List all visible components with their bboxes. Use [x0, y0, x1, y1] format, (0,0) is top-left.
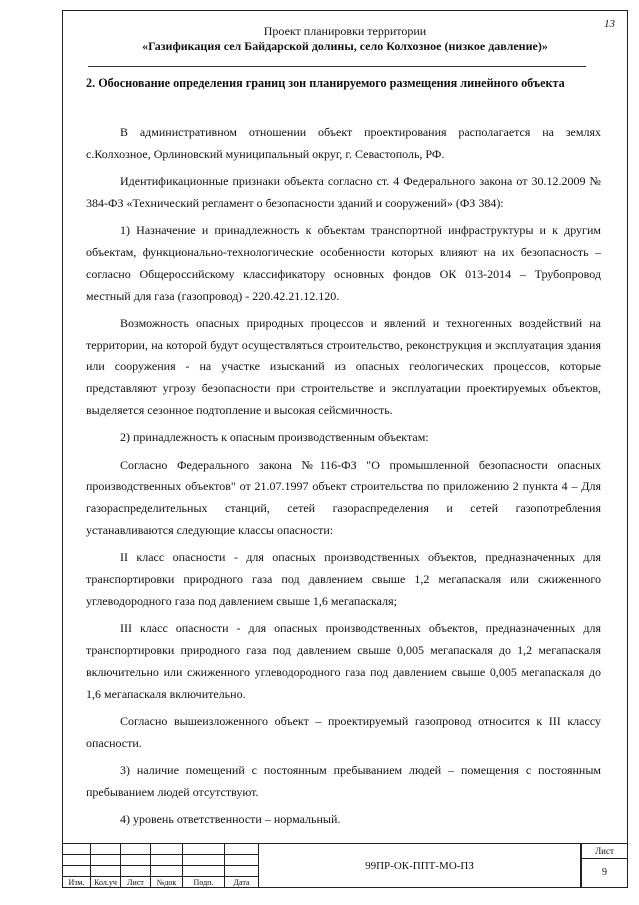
paragraph: 3) наличие помещений с постоянным пребыванием людей – помещения с постоянным пребыванием людей отсутствуют. — [86, 763, 601, 799]
paragraph: В административном отношении объект проектирования располагается на землях с.Колхозное, Орлиновский муниципальный округ, г. Севастополь, РФ. — [86, 125, 601, 161]
stamp-col-date: Дата — [225, 877, 259, 888]
paragraph: II класс опасности - для опасных производственных объектов, предназначенных для транспортировки природного газа под давлением свыше 1,2 мегапаскаля или сжиженного углеводородного газа под давлением свыше 1,6 мегапаскаля; — [86, 550, 601, 608]
sheet-label: Лист — [582, 844, 627, 859]
stamp-col-sheet: Лист — [121, 877, 151, 888]
paragraph: Возможность опасных природных процессов и явлений и техногенных воздействий на территории, на которой будут осуществляться строительство, реконструкция и эксплуатация здания или сооружения - на участке изысканий из опасных геологических процессов, которые представляют угрозу безопасности при строительстве и эксплуатации проектируемых объектов, выделяется сезонное подтопление и высокая сейсмичность. — [86, 315, 601, 418]
header-project-title: Проект планировки территории — [263, 24, 427, 38]
section-title: 2. Обоснование определения границ зон планируемого размещения линейного объекта — [86, 76, 565, 90]
paragraph: 4) уровень ответственности – нормальный. — [120, 812, 341, 827]
paragraph: III класс опасности - для опасных производственных объектов, предназначенных для транспортировки природного газа под давлением свыше 0,005 мегапаскаля до 1,2 мегапаскаля включительно или сжиженного углеводородного газа под давлением свыше 0,005 мегапаскаля до 1,6 мегапаскаля включительно. — [86, 621, 601, 701]
corner-page-number: 13 — [604, 18, 615, 30]
header-divider — [88, 66, 586, 67]
revision-table — [62, 843, 259, 888]
sheet-number: 9 — [602, 867, 607, 878]
stamp-col-count: Кол.уч — [91, 877, 121, 888]
paragraph: Согласно Федерального закона №116-ФЗ "О промышленной безопасности опасных производственных объектов" от 21.07.1997 объект строительства по приложению 2 пункта 4 – Для газораспределительных станций, сетей газораспределения и сетей газопотребления устанавливаются следующие классы опасности: — [86, 457, 601, 538]
document-header — [70, 24, 620, 54]
paragraph: Идентификационные признаки объекта согласно ст. 4 Федерального закона от 30.12.2009 № 384-ФЗ «Технический регламент о безопасности зданий и сооружений» (ФЗ 384): — [86, 174, 601, 210]
paragraph: 2) принадлежность к опасным производственным объектам: — [120, 430, 429, 445]
paragraph: Согласно вышеизложенного объект – проектируемый газопровод относится к III классу опасности. — [86, 713, 601, 750]
header-project-name: «Газификация сел Байдарской долины, село Колхозное (низкое давление)» — [142, 39, 548, 53]
stamp-col-change: Изм. — [63, 877, 91, 888]
document-code: 99ПР-ОК-ППТ-МО-ПЗ — [258, 843, 581, 888]
document-body — [86, 122, 601, 836]
stamp-col-signature: Подп. — [183, 877, 225, 888]
stamp-col-docno: №док — [151, 877, 183, 888]
paragraph: 1) Назначение и принадлежность к объектам транспортной инфраструктуры и к другим объектам, функционально-технологические особенности которых влияют на их безопасность – согласно Общероссийскому классификатору основных фондов ОК 013-2014 – Трубопровод местный для газа (газопровод) - 220.42.21.12.120. — [86, 223, 601, 303]
title-block-stamp — [62, 843, 628, 888]
sheet-number-box — [581, 843, 628, 888]
